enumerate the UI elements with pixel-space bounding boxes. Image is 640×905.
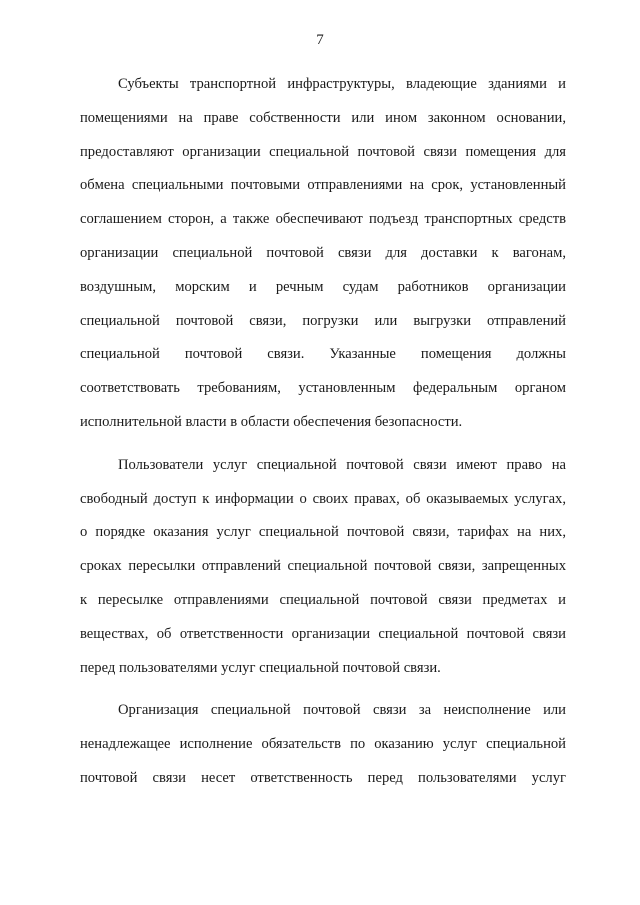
paragraph-user-rights	[80, 455, 566, 692]
text-line: помещениями на праве собственности или ином законном основании,	[80, 109, 566, 126]
text-line: перед пользователями услуг специальной почтовой связи.	[80, 659, 441, 676]
text-line: соглашением сторон, а также обеспечивают подъезд транспортных средств	[80, 211, 566, 228]
paragraph-gap	[80, 691, 566, 700]
text-line: специальной почтовой связи, погрузки или выгрузки отправлений	[80, 312, 566, 329]
text-line: к пересылке отправлениями специальной почтовой связи предметах и	[80, 591, 566, 608]
text-line: почтовой связи несет ответственность перед пользователями услуг	[80, 769, 566, 786]
text-line: специальной почтовой связи. Указанные помещения должны	[80, 346, 566, 363]
text-line: веществах, об ответственности организации специальной почтовой связи	[80, 625, 566, 642]
text-line: о порядке оказания услуг специальной почтовой связи, тарифах на них,	[80, 524, 566, 541]
text-line: свободный доступ к информации о своих правах, об оказываемых услугах,	[80, 490, 566, 507]
paragraph-liability	[80, 700, 566, 801]
text-line: Пользователи услуг специальной почтовой связи имеют право на	[118, 456, 566, 473]
text-line: обмена специальными почтовыми отправлениями на срок, установленный	[80, 177, 566, 194]
text-line: сроках пересылки отправлений специальной почтовой связи, запрещенных	[80, 558, 566, 575]
text-line: исполнительной власти в области обеспечения безопасности.	[80, 413, 463, 430]
paragraph-gap	[80, 446, 566, 455]
text-line: Организация специальной почтовой связи за неисполнение или	[118, 702, 566, 719]
text-line: предоставляют организации специальной почтовой связи помещения для	[80, 143, 566, 160]
text-line: Субъекты транспортной инфраструктуры, владеющие зданиями и	[118, 76, 566, 92]
text-line: ненадлежащее исполнение обязательств по оказанию услуг специальной	[80, 736, 566, 753]
document-body	[80, 74, 566, 802]
paragraph-transport-infrastructure	[80, 74, 566, 446]
text-line: организации специальной почтовой связи для доставки к вагонам,	[80, 244, 566, 261]
page-number: 7	[316, 32, 324, 48]
text-line: воздушным, морским и речным судам работников организации	[80, 278, 566, 295]
text-line: соответствовать требованиям, установленным федеральным органом	[80, 380, 566, 397]
